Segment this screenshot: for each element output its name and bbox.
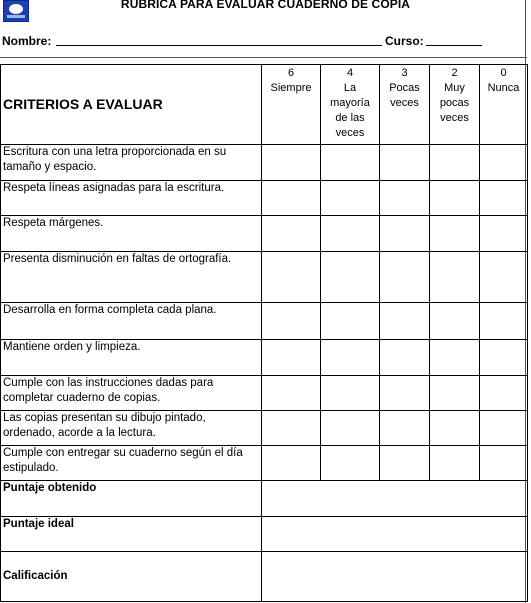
criteria-row bbox=[1, 145, 528, 181]
score-cell[interactable] bbox=[321, 252, 380, 303]
score-cell[interactable] bbox=[321, 181, 380, 216]
puntaje-obtenido-label: Puntaje obtenido bbox=[1, 481, 262, 517]
page-title: RUBRICA PARA EVALUAR CUADERNO DE COPIA bbox=[120, 0, 411, 11]
curso-label: Curso: bbox=[385, 34, 424, 48]
score-cell[interactable] bbox=[430, 340, 480, 376]
score-cell[interactable] bbox=[380, 303, 430, 340]
level-header-6 bbox=[262, 65, 321, 145]
level-score: 6 bbox=[287, 67, 295, 79]
level-label: Nunca bbox=[487, 82, 520, 94]
level-header-0 bbox=[480, 65, 528, 145]
score-cell[interactable] bbox=[321, 376, 380, 411]
level-score: 0 bbox=[500, 67, 507, 79]
criteria-row bbox=[1, 376, 528, 411]
level-header-3 bbox=[380, 65, 430, 145]
criteria-header: CRITERIOS A EVALUAR bbox=[1, 65, 262, 145]
score-cell[interactable] bbox=[480, 376, 528, 411]
score-cell[interactable] bbox=[480, 145, 528, 181]
level-header-2 bbox=[430, 65, 480, 145]
criteria-row bbox=[1, 303, 528, 340]
score-cell[interactable] bbox=[480, 303, 528, 340]
score-cell[interactable] bbox=[430, 181, 480, 216]
score-cell[interactable] bbox=[430, 446, 480, 481]
score-cell[interactable] bbox=[262, 376, 321, 411]
score-cell[interactable] bbox=[430, 252, 480, 303]
score-cell[interactable] bbox=[380, 145, 430, 181]
student-info-row bbox=[2, 34, 528, 50]
score-cell[interactable] bbox=[321, 446, 380, 481]
criteria-cell: Mantiene orden y limpieza. bbox=[1, 340, 262, 376]
level-label: Pocas veces bbox=[389, 82, 420, 109]
level-label: La mayoría de las veces bbox=[330, 82, 370, 139]
criteria-cell: Cumple con entregar su cuaderno según el día estipulado. bbox=[1, 446, 262, 481]
score-cell[interactable] bbox=[321, 303, 380, 340]
score-cell[interactable] bbox=[480, 446, 528, 481]
level-label: Siempre bbox=[270, 82, 312, 94]
calificacion-value[interactable] bbox=[262, 552, 528, 602]
score-cell[interactable] bbox=[262, 181, 321, 216]
level-score: 2 bbox=[451, 67, 458, 79]
rubric-table bbox=[0, 64, 528, 602]
calificacion-label: Calificación bbox=[1, 552, 262, 602]
criteria-cell: Escritura con una letra proporcionada en su tamaño y espacio. bbox=[1, 145, 262, 181]
score-cell[interactable] bbox=[480, 216, 528, 252]
criteria-row bbox=[1, 446, 528, 481]
header-divider bbox=[0, 57, 527, 58]
curso-field[interactable] bbox=[426, 34, 482, 49]
score-cell[interactable] bbox=[380, 252, 430, 303]
score-cell[interactable] bbox=[430, 303, 480, 340]
criteria-cell: Desarrolla en forma completa cada plana. bbox=[1, 303, 262, 340]
score-cell[interactable] bbox=[380, 340, 430, 376]
score-cell[interactable] bbox=[262, 216, 321, 252]
nombre-field[interactable] bbox=[56, 34, 382, 49]
score-cell[interactable] bbox=[321, 411, 380, 446]
score-cell[interactable] bbox=[262, 252, 321, 303]
level-label: Muy pocas veces bbox=[439, 82, 470, 124]
criteria-cell: Presenta disminución en faltas de ortografía. bbox=[1, 252, 262, 303]
score-cell[interactable] bbox=[430, 216, 480, 252]
score-cell[interactable] bbox=[380, 216, 430, 252]
criteria-cell: Respeta líneas asignadas para la escritura. bbox=[1, 181, 262, 216]
score-cell[interactable] bbox=[380, 411, 430, 446]
puntaje-ideal-value[interactable] bbox=[262, 517, 528, 552]
score-cell[interactable] bbox=[430, 145, 480, 181]
criteria-cell: Respeta márgenes. bbox=[1, 216, 262, 252]
criteria-row bbox=[1, 181, 528, 216]
score-cell[interactable] bbox=[321, 216, 380, 252]
score-cell[interactable] bbox=[262, 446, 321, 481]
nombre-label: Nombre: bbox=[2, 34, 52, 48]
puntaje-obtenido-value[interactable] bbox=[262, 481, 528, 517]
criteria-cell: Las copias presentan su dibujo pintado, ordenado, acorde a la lectura. bbox=[1, 411, 262, 446]
criteria-cell: Cumple con las instrucciones dadas para completar cuaderno de copias. bbox=[1, 376, 262, 411]
puntaje-ideal-label: Puntaje ideal bbox=[1, 517, 262, 552]
level-score: 3 bbox=[401, 67, 408, 79]
score-cell[interactable] bbox=[262, 145, 321, 181]
rubric-header-row bbox=[1, 65, 528, 145]
score-cell[interactable] bbox=[380, 181, 430, 216]
score-cell[interactable] bbox=[262, 303, 321, 340]
score-cell[interactable] bbox=[430, 376, 480, 411]
score-cell[interactable] bbox=[380, 376, 430, 411]
score-cell[interactable] bbox=[480, 181, 528, 216]
summary-row-grade bbox=[1, 552, 528, 602]
score-cell[interactable] bbox=[380, 446, 430, 481]
criteria-row bbox=[1, 411, 528, 446]
criteria-row bbox=[1, 340, 528, 376]
score-cell[interactable] bbox=[480, 411, 528, 446]
score-cell[interactable] bbox=[262, 411, 321, 446]
criteria-row bbox=[1, 252, 528, 303]
score-cell[interactable] bbox=[480, 252, 528, 303]
summary-row-ideal bbox=[1, 517, 528, 552]
level-score: 4 bbox=[346, 67, 354, 79]
score-cell[interactable] bbox=[321, 340, 380, 376]
summary-row-obtained bbox=[1, 481, 528, 517]
score-cell[interactable] bbox=[321, 145, 380, 181]
score-cell[interactable] bbox=[430, 411, 480, 446]
level-header-4 bbox=[321, 65, 380, 145]
score-cell[interactable] bbox=[262, 340, 321, 376]
criteria-row bbox=[1, 216, 528, 252]
score-cell[interactable] bbox=[480, 340, 528, 376]
